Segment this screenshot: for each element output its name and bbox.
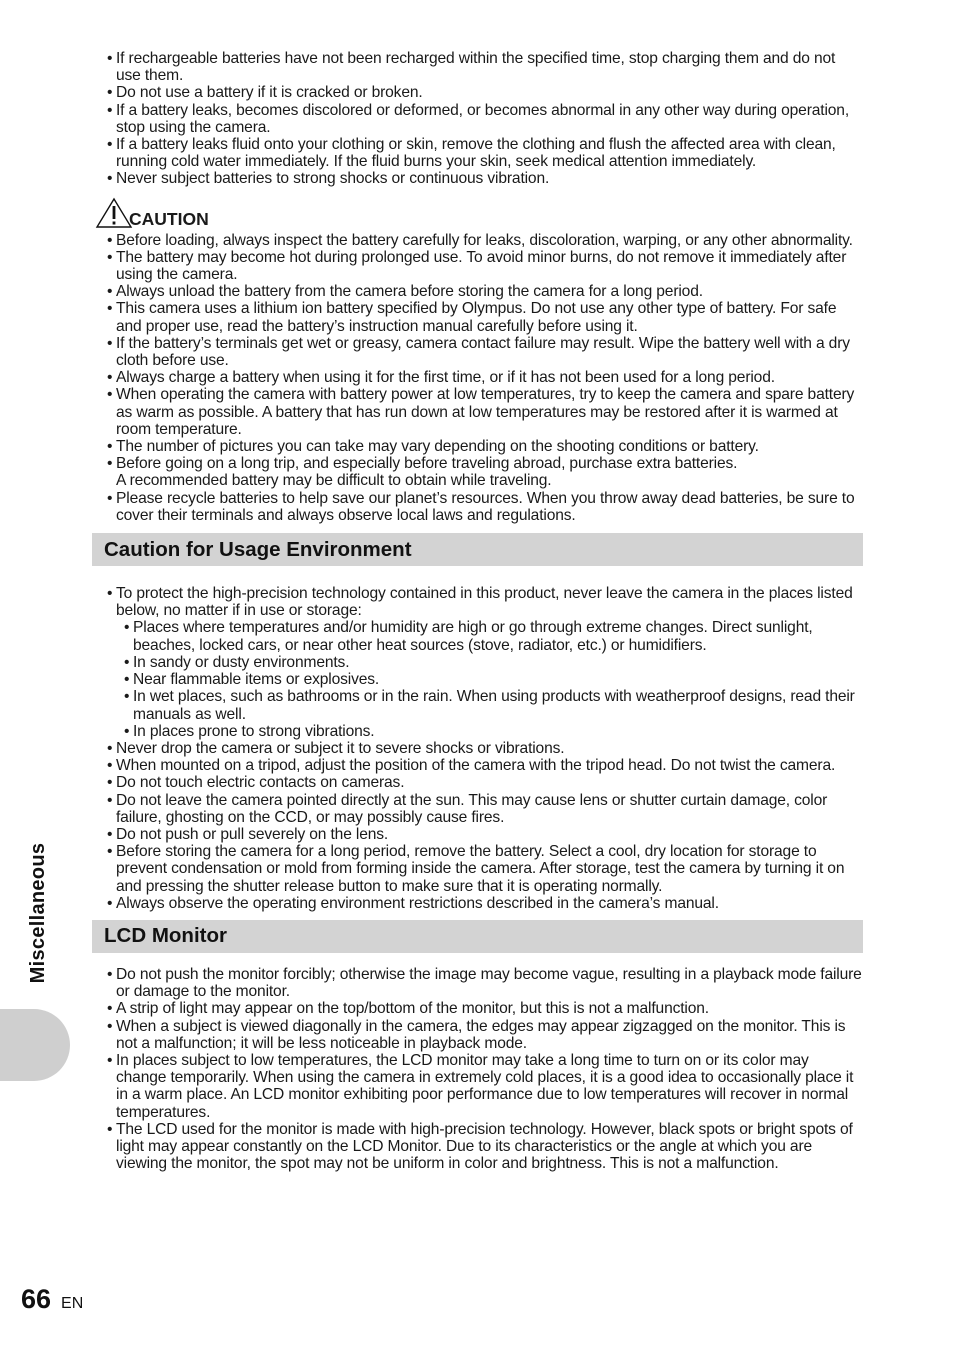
list-item: • In places subject to low temperatures, the LCD monitor may take a long time to turn on or its color may change temporarily. When using the camera in extremely cold places, it is a good idea to occasionally place it in a warm place. An LCD monitor exhibiting poor performance due to low temperatures will recover in normal temperatures. [107,1052,863,1121]
battery-list [107,50,863,188]
side-tab-label: Miscellaneous [27,842,49,984]
page-content [104,50,863,1173]
lcd-monitor-list [107,966,863,1172]
list-item: • When operating the camera with battery power at low temperatures, try to keep the camera and spare battery as warm as possible. A battery that has run down at low temperatures may be restored after it is warmed at room temperature. [107,386,863,438]
list-item-continuation [107,472,863,489]
usage-environment-list [107,585,863,912]
sub-list-item: • In sandy or dusty environments. [124,654,863,671]
sub-list-item: • Places where temperatures and/or humidity are high or go through extreme changes. Direct sunlight, beaches, locked cars, or near other heat sources (stove, radiator, etc.) or humidifiers. [124,619,863,653]
page-number: 66 [21,1284,52,1314]
list-item: • Before storing the camera for a long period, remove the battery. Select a cool, dry location for storage to prevent condensation or mold from forming inside the camera. After storage, test the camera by turning it on and pressing the shutter release button to make sure that it is operating normally. [107,843,863,895]
list-item: • Please recycle batteries to help save our planet’s resources. When you throw away dead batteries, be sure to cover their terminals and always observe local laws and regulations. [107,490,863,524]
list-item: • Before loading, always inspect the battery carefully for leaks, discoloration, warping, or any other abnormality. [107,232,863,249]
caution-list [107,232,863,524]
sub-list-item: • In wet places, such as bathrooms or in the rain. When using products with weatherproof designs, read their manuals as well. [124,688,863,722]
continuation-text: A recommended battery may be difficult to obtain while traveling. [116,472,552,490]
list-item: • Do not use a battery if it is cracked or broken. [107,84,863,101]
list-item: • Always observe the operating environment restrictions described in the camera’s manual. [107,895,863,912]
sub-list-item: • Near flammable items or explosives. [124,671,863,688]
warning-triangle-icon [95,197,133,229]
list-item: • The number of pictures you can take may vary depending on the shooting conditions or battery. [107,438,863,455]
list-item: • Before going on a long trip, and especially before traveling abroad, purchase extra batteries. [107,455,863,472]
list-item: • Do not push the monitor forcibly; otherwise the image may become vague, resulting in a playback mode failure or damage to the monitor. [107,966,863,1000]
list-item: • If the battery’s terminals get wet or greasy, camera contact failure may result. Wipe the battery well with a dry cloth before use. [107,335,863,369]
section-title: Caution for Usage Environment [104,537,412,561]
caution-title: CAUTION [129,208,209,229]
list-item: • If rechargeable batteries have not been recharged within the specified time, stop charging them and do not use them. [107,50,863,84]
list-item: • Never subject batteries to strong shocks or continuous vibration. [107,170,863,187]
side-tab [0,1009,70,1081]
section-header-usage-environment [92,533,863,566]
list-item-text: To protect the high-precision technology contained in this product, never leave the camera in the places listed below, no matter if in use or storage: [116,585,853,620]
page-footer [21,1284,83,1315]
list-item: • This camera uses a lithium ion battery specified by Olympus. Do not use any other type of battery. For safe and proper use, read the battery’s instruction manual carefully before using it. [107,300,863,334]
list-item: • When a subject is viewed diagonally in the camera, the edges may appear zigzagged on the monitor. This is not a malfunction; it will be less noticeable in playback mode. [107,1018,863,1052]
sub-list-item: • In places prone to strong vibrations. [124,723,863,740]
list-item: • The battery may become hot during prolonged use. To avoid minor burns, do not remove it immediately after using the camera. [107,249,863,283]
list-item: • Always charge a battery when using it for the first time, or if it has not been used for a long period. [107,369,863,386]
list-item: • If a battery leaks, becomes discolored or deformed, or becomes abnormal in any other way during operation, stop using the camera. [107,102,863,136]
list-item: • A strip of light may appear on the top/bottom of the monitor, but this is not a malfunction. [107,1000,863,1017]
list-item: • If a battery leaks fluid onto your clothing or skin, remove the clothing and flush the affected area with clean, running cold water immediately. If the fluid burns your skin, seek medical attention immediately. [107,136,863,170]
section-header-lcd-monitor [92,920,863,953]
caution-heading [95,197,863,229]
list-item: • Do not touch electric contacts on cameras. [107,774,863,791]
list-item [107,585,863,740]
list-item: • Do not leave the camera pointed directly at the sun. This may cause lens or shutter curtain damage, color failure, ghosting on the CCD, or may possibly cause fires. [107,792,863,826]
list-item: • When mounted on a tripod, adjust the position of the camera with the tripod head. Do not twist the camera. [107,757,863,774]
list-item: • Always unload the battery from the camera before storing the camera for a long period. [107,283,863,300]
language-code: EN [61,1295,84,1312]
list-item: • Never drop the camera or subject it to severe shocks or vibrations. [107,740,863,757]
list-item: • Do not push or pull severely on the lens. [107,826,863,843]
section-title: LCD Monitor [104,924,227,948]
places-sublist [124,619,863,739]
list-item: • The LCD used for the monitor is made with high-precision technology. However, black spots or bright spots of light may appear constantly on the LCD Monitor. Due to its characteristics or the angle at which you are viewing the monitor, the spot may not be uniform in color and brightness. This is not a malfunction. [107,1121,863,1173]
